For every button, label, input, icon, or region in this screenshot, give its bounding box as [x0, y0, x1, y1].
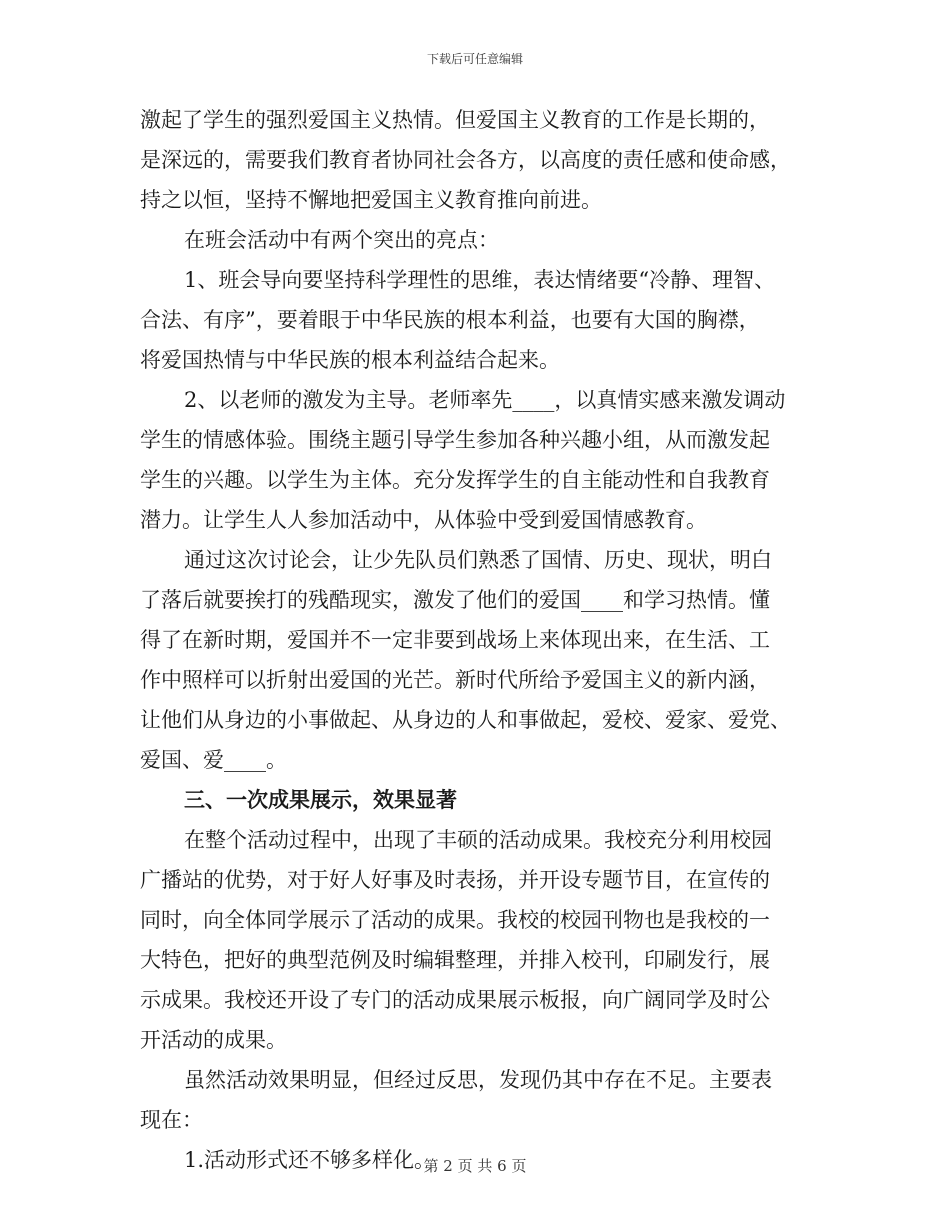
text-line: 将爱国热情与中华民族的根本利益结合起来。: [140, 348, 560, 372]
page-footer: 第 2 页 共 6 页: [423, 1157, 527, 1175]
text-line: 虽然活动效果明显，但经过反思，发现仍其中存在不足。主要表: [184, 1068, 772, 1092]
text-line: 开活动的成果。: [140, 1028, 287, 1052]
text-line: 在整个活动过程中，出现了丰硕的活动成果。我校充分利用校园: [184, 828, 772, 852]
text-line: 示成果。我校还开设了专门的活动成果展示板报，向广阔同学及时公: [140, 988, 770, 1012]
text-line: 2、以老师的激发为主导。老师率先____，以真情实感来激发调动: [184, 388, 786, 412]
page-header: 下载后可任意编辑: [426, 52, 523, 66]
text-line: 学生的兴趣。以学生为主体。充分发挥学生的自主能动性和自我教育: [140, 468, 770, 492]
text-line: 同时，向全体同学展示了活动的成果。我校的校园刊物也是我校的一: [140, 908, 770, 932]
document-body: [140, 100, 810, 1180]
text-line: 了落后就要挨打的残酷现实，激发了他们的爱国____和学习热情。懂: [140, 588, 770, 612]
text-line: 让他们从身边的小事做起、从身边的人和事做起，爱校、爱家、爱党、: [140, 708, 791, 732]
text-line: 是深远的，需要我们教育者协同社会各方，以高度的责任感和使命感，: [140, 148, 791, 172]
text-line: 得了在新时期，爱国并不一定非要到战场上来体现出来，在生活、工: [140, 628, 770, 652]
text-line: 激起了学生的强烈爱国主义热情。但爱国主义教育的工作是长期的，: [140, 108, 770, 132]
text-line: 持之以恒，坚持不懈地把爱国主义教育推向前进。: [140, 188, 602, 212]
text-line: 在班会活动中有两个突出的亮点：: [184, 228, 499, 252]
text-line: 合法、有序”，要着眼于中华民族的根本利益，也要有大国的胸襟，: [140, 308, 760, 332]
text-line: 爱国、爱____。: [140, 748, 287, 772]
text-line: 1.活动形式还不够多样化。: [184, 1148, 436, 1172]
text-line: 学生的情感体验。围绕主题引导学生参加各种兴趣小组，从而激发起: [140, 428, 770, 452]
text-line: 广播站的优势，对于好人好事及时表扬，并开设专题节目，在宣传的: [140, 868, 770, 892]
text-line: 1、班会导向要坚持科学理性的思维，表达情绪要“冷静、理智、: [184, 268, 776, 292]
text-line: 作中照样可以折射出爱国的光芒。新时代所给予爱国主义的新内涵，: [140, 668, 770, 692]
text-line: 通过这次讨论会，让少先队员们熟悉了国情、历史、现状，明白: [184, 548, 772, 572]
section-heading: 三、一次成果展示，效果显著: [184, 787, 457, 812]
text-line: 大特色，把好的典型范例及时编辑整理，并排入校刊，印刷发行，展: [140, 948, 770, 972]
text-line: 潜力。让学生人人参加活动中，从体验中受到爱国情感教育。: [140, 508, 707, 532]
text-line: 现在：: [140, 1108, 203, 1132]
